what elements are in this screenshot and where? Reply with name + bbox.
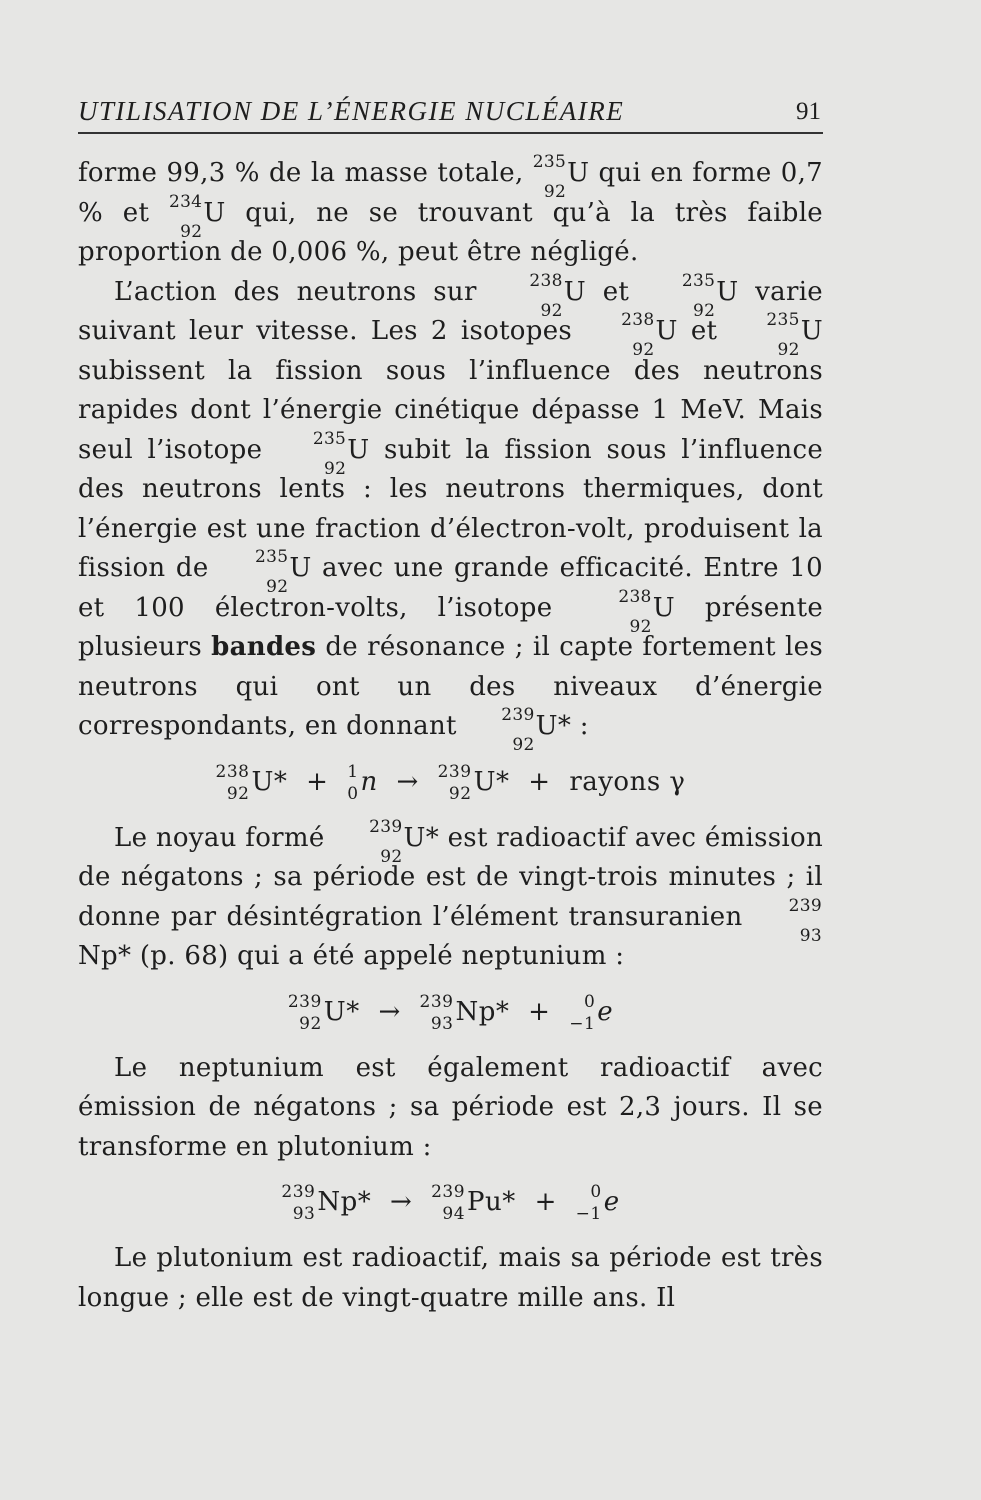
arrow-icon: →	[378, 996, 401, 1027]
text-run: qui, ne se trouvant qu’à la très faible proportion de 0,006 %, peut être négligé.	[78, 197, 823, 267]
text-run: avec une grande efficacité. Entre 10 et 100 électron-volts, l’isotope	[78, 553, 823, 623]
paragraph-1	[78, 154, 823, 273]
equation-symbol: Pu*	[467, 1187, 516, 1217]
equation-symbol: Np*	[317, 1187, 372, 1217]
nuclide-u235: 235 92	[766, 310, 800, 360]
equation-symbol: e	[603, 1187, 620, 1217]
plus-sign: +	[528, 766, 551, 797]
equation-symbol: U*	[251, 766, 288, 797]
nuclide-1-0: 1 0	[347, 761, 359, 804]
equation-symbol: U*	[473, 766, 510, 797]
nuclide-symbol: U	[289, 553, 312, 583]
nuclide-symbol: U	[652, 592, 675, 623]
text-run: et	[677, 316, 731, 346]
nuclide-u239: 239 92	[369, 816, 403, 867]
text-run: L’action des neutrons sur	[114, 276, 494, 307]
nuclide-239-93: 239 93	[419, 991, 454, 1034]
nuclide-symbol: U	[203, 197, 226, 228]
equation-capture	[78, 761, 823, 805]
nuclide-symbol: U	[800, 316, 823, 346]
nuclide-u235: 235 92	[532, 152, 567, 202]
nuclide-np239: 239 93	[788, 895, 822, 946]
text-run: qui en forme 0,7 % et	[78, 158, 823, 228]
book-page	[78, 92, 823, 1318]
nuclide-239-92: 239 92	[287, 991, 322, 1034]
running-header	[78, 92, 823, 132]
paragraph-4: Le neptunium est également radioactif avec émission de négatons ; sa période est 2,3 jours. Il se transforme en plutonium :	[78, 1052, 823, 1162]
equation-neptunium-decay	[78, 1181, 823, 1225]
text-run: (p. 68) qui a été appelé neptunium :	[131, 941, 625, 971]
text-run: subit la fission sous l’influence des neutrons lents : les neutrons thermiques, dont l’énergie est une fraction d’électron-volt, produisent la fission de	[78, 434, 823, 583]
nuclide-u238: 238 92	[529, 270, 563, 321]
plus-sign: +	[528, 996, 551, 1027]
nuclide-u238: 238 92	[621, 310, 655, 360]
nuclide-0-minus1: 0 −1	[569, 991, 596, 1034]
plus-sign: +	[306, 766, 329, 797]
paragraph-2	[78, 270, 824, 755]
paragraph-3	[78, 816, 823, 977]
text-run: :	[571, 711, 589, 741]
nuclide-u238: 238 92	[618, 586, 652, 637]
equation-symbol: e	[597, 996, 614, 1027]
page-number: 91	[796, 98, 821, 125]
text-run: est radioactif avec émission de négatons ; sa période est de vingt-trois minutes ; il donne par désintégration l’élément transuranien	[78, 822, 823, 932]
nuclide-symbol: U	[655, 316, 678, 346]
nuclide-238-92: 238 92	[215, 761, 250, 804]
nuclide-u239: 239 92	[501, 705, 535, 755]
text-run: forme 99,3 % de la masse totale,	[78, 158, 533, 188]
nuclide-u235: 235 92	[312, 428, 347, 479]
nuclide-239-94: 239 94	[431, 1182, 466, 1224]
equation-text: rayons γ	[569, 766, 686, 797]
nuclide-239-92: 239 92	[437, 761, 472, 804]
arrow-icon: →	[396, 766, 419, 797]
equation-uranium-decay	[78, 991, 823, 1035]
text-run: varie suivant leur vitesse. Les 2 isotopes	[78, 276, 823, 346]
paragraph-5: Le plutonium est radioactif, mais sa période est très longue ; elle est de vingt-quatre mille ans. Il	[78, 1243, 823, 1313]
text-run: de résonance ; il capte fortement les neutrons qui ont un des niveaux d’énergie correspondants, en donnant	[78, 632, 823, 741]
nuclide-symbol: U	[347, 434, 370, 465]
nuclide-symbol: U	[563, 276, 586, 307]
arrow-icon: →	[390, 1187, 413, 1217]
nuclide-symbol: U	[716, 276, 739, 307]
bold-word: bandes	[211, 632, 317, 662]
equation-symbol: U*	[323, 996, 360, 1027]
text-run: subissent la fission sous l’influence des neutrons rapides dont l’énergie cinétique dépasse 1 MeV. Mais seul l’isotope	[78, 355, 823, 465]
plus-sign: +	[534, 1187, 557, 1217]
nuclide-symbol: U	[567, 158, 590, 188]
equation-symbol: Np*	[455, 996, 510, 1027]
nuclide-u235: 235 92	[681, 270, 716, 321]
nuclide-symbol: U*	[535, 711, 572, 741]
text-run: présente plusieurs	[78, 592, 824, 662]
text-run: et	[585, 276, 646, 307]
running-title: UTILISATION DE L’ÉNERGIE NUCLÉAIRE	[78, 96, 625, 126]
nuclide-u234: 234 92	[168, 191, 203, 242]
equation-symbol: n	[360, 766, 378, 797]
text-run: Le noyau formé	[114, 822, 334, 853]
nuclide-symbol: U*	[403, 822, 440, 853]
nuclide-symbol: Np*	[78, 941, 132, 971]
header-rule	[78, 132, 823, 134]
nuclide-239-93: 239 93	[281, 1182, 316, 1224]
nuclide-0-minus1: 0 −1	[575, 1182, 602, 1224]
nuclide-u235: 235 92	[254, 547, 289, 597]
